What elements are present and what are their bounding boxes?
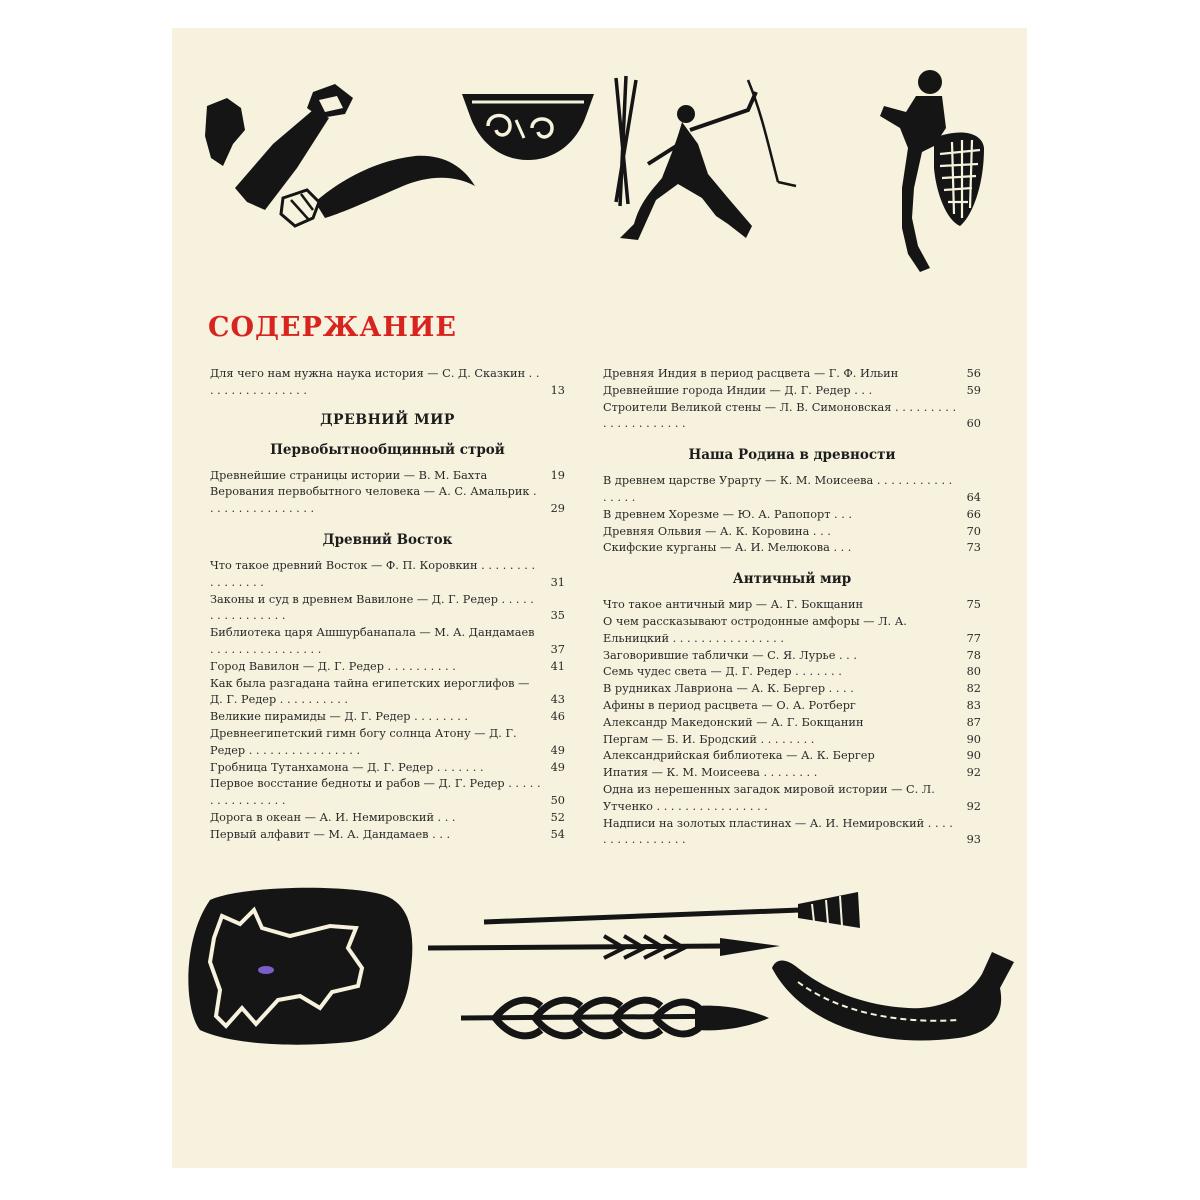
toc-entry <box>603 681 981 698</box>
toc-entry-title: Город Вавилон — Д. Г. Редер . . . . . . . . . . <box>210 659 456 673</box>
toc-entry <box>603 400 981 434</box>
toc-entry-page: 77 <box>966 631 981 645</box>
toc-entry-title: Великие пирамиды — Д. Г. Редер . . . . . . . . <box>210 710 468 724</box>
toc-entry-page: 35 <box>550 609 565 623</box>
toc-entry <box>210 726 565 760</box>
toc-entry-title: Александр Македонский — А. Г. Бокщанин <box>603 715 864 729</box>
section-title: Древний Восток <box>322 531 453 548</box>
toc-entry-page: 13 <box>550 383 565 397</box>
toc-entry-page: 83 <box>966 698 981 712</box>
toc-entry-title: Древнейшие города Индии — Д. Г. Редер . . . <box>603 383 873 397</box>
toc-entry-title: Как была разгадана тайна египетских иероглифов — Д. Г. Редер . . . . . . . . . . <box>210 676 530 707</box>
toc-entry-title: Семь чудес света — Д. Г. Редер . . . . . . . <box>603 665 842 679</box>
toc-entry-page: 64 <box>966 490 981 504</box>
toc-entry-title: О чем рассказывают остродонные амфоры — Л. А. Ельницкий . . . . . . . . . . . . . . . . <box>603 614 907 645</box>
toc-entry <box>210 709 565 726</box>
toc-entry-title: Пергам — Б. И. Бродский . . . . . . . . <box>603 732 815 746</box>
part-title: ДРЕВНИЙ МИР <box>320 411 455 428</box>
toc-entry-title: Дорога в океан — А. И. Немировский . . . <box>210 810 456 824</box>
toc-entry-page: 31 <box>550 575 565 589</box>
toc-entry-title: Заговорившие таблички — С. Я. Лурье . . . <box>603 648 857 662</box>
toc-entry-page: 37 <box>550 642 565 656</box>
toc-entry <box>603 732 981 749</box>
toc-entry-title: Древняя Индия в период расцвета — Г. Ф. Ильин <box>603 367 899 380</box>
animal-rock-carving-illustration <box>180 880 420 1050</box>
spear-illustration <box>424 926 784 970</box>
toc-entry-page: 49 <box>550 760 565 774</box>
toc-entry <box>603 698 981 715</box>
toc-entry <box>603 383 981 400</box>
toc-entry <box>210 676 565 710</box>
toc-entry-title: Строители Великой стены — Л. В. Симоновская . . . . . . . . . . . . . . . . . . . . . <box>603 400 957 431</box>
toc-entry-page: 73 <box>966 541 981 555</box>
toc-entry <box>210 484 565 518</box>
toc-entry-page: 92 <box>966 799 981 813</box>
toc-entry-title: Одна из нерешенных загадок мировой истории — С. Л. Утченко . . . . . . . . . . . . . . . . <box>603 782 935 813</box>
toc-entry <box>210 776 565 810</box>
toc-entry-page: 50 <box>550 794 565 808</box>
toc-entry-page: 49 <box>550 743 565 757</box>
toc-entry <box>603 507 981 524</box>
toc-entry-title: Древнейшие страницы истории — В. М. Бахта <box>210 468 488 482</box>
toc-entry-page: 41 <box>550 659 565 673</box>
toc-entry <box>603 782 981 816</box>
sickle-illustration <box>768 938 1028 1058</box>
toc-entry <box>603 473 981 507</box>
toc-entry <box>603 816 981 850</box>
section-title: Наша Родина в древности <box>688 447 896 464</box>
toc-entry-title: Скифские курганы — А. И. Мелюкова . . . <box>603 541 852 555</box>
toc-entry-title: Библиотека царя Ашшурбанапала — М. А. Дандамаев . . . . . . . . . . . . . . . . <box>210 626 535 656</box>
toc-entry-title: Древняя Ольвия — А. К. Коровина . . . <box>603 524 831 538</box>
toc-entry <box>603 524 981 541</box>
toc-entry-page: 90 <box>966 749 981 763</box>
toc-entry-page: 29 <box>550 502 565 516</box>
woman-with-basket-illustration <box>872 68 992 278</box>
toc-entry <box>603 765 981 782</box>
toc-entry-page: 87 <box>966 715 981 729</box>
toc-entry-title: Что такое античный мир — А. Г. Бокщанин <box>603 598 864 612</box>
toc-entry-title: Первый алфавит — М. А. Дандамаев . . . <box>210 827 451 841</box>
toc-entry <box>210 659 565 676</box>
toc-entry-page: 92 <box>966 766 981 780</box>
toc-entry-page: 78 <box>966 648 981 662</box>
toc-entry-title: Что такое древний Восток — Ф. П. Коровкин . . . . . . . . . . . . . . . . <box>210 558 536 589</box>
toc-entry-title: Законы и суд в древнем Вавилоне — Д. Г. Редер . . . . . . . . . . . . . . . . <box>210 592 534 623</box>
toc-entry <box>210 760 565 777</box>
toc-entry-page: 60 <box>966 417 981 431</box>
decorated-bowl-illustration <box>458 86 598 166</box>
toc-entry <box>603 597 981 614</box>
toc-entry-title: Древнеегипетский гимн богу солнца Атону — Д. Г. Редер . . . . . . . . . . . . . . . . <box>210 726 517 757</box>
toc-entry-title: Верования первобытного человека — А. С. Амальрик . . . . . . . . . . . . . . . . <box>210 485 537 516</box>
toc-entry <box>603 366 981 383</box>
toc-entry-page: 46 <box>550 710 565 724</box>
toc-entry <box>603 648 981 665</box>
toc-entry-title: Надписи на золотых пластинах — А. И. Немировский . . . . . . . . . . . . . . . . <box>603 816 953 847</box>
toc-right-column <box>603 366 981 849</box>
toc-entry-page: 70 <box>966 524 981 538</box>
toc-entry-title: Александрийская библиотека — А. К. Бергер <box>603 749 875 763</box>
toc-entry-page: 59 <box>966 383 981 397</box>
toc-entry-page: 52 <box>550 810 565 824</box>
toc-entry-page: 54 <box>550 827 565 841</box>
toc-entry-title: Первое восстание бедноты и рабов — Д. Г. Редер . . . . . . . . . . . . . . . . <box>210 777 541 808</box>
toc-entry <box>603 715 981 732</box>
toc-entry-page: 75 <box>966 598 981 612</box>
toc-entry-page: 90 <box>966 732 981 746</box>
section-title: Античный мир <box>732 571 852 588</box>
toc-entry-page: 56 <box>966 367 981 380</box>
toc-entry-page: 93 <box>966 833 981 847</box>
toc-entry <box>210 366 565 400</box>
toc-entry <box>603 748 981 765</box>
toc-entry-page: 80 <box>966 665 981 679</box>
toc-left-column <box>210 366 565 844</box>
toc-entry <box>210 827 565 844</box>
toc-entry <box>603 540 981 557</box>
toc-entry-title: В рудниках Лавриона — А. К. Бергер . . . . <box>603 682 854 696</box>
stone-tools-illustration <box>195 78 485 238</box>
toc-entry-title: Ипатия — К. М. Моисеева . . . . . . . . <box>603 766 818 780</box>
toc-entry <box>603 664 981 681</box>
contents-heading: СОДЕРЖАНИЕ <box>208 312 457 343</box>
toc-entry <box>210 625 565 659</box>
toc-entry-title: Афины в период расцвета — О. А. Ротберг <box>603 698 856 712</box>
toc-entry-title: Гробница Тутанхамона — Д. Г. Редер . . . . . . . <box>210 760 484 774</box>
toc-entry-page: 66 <box>966 507 981 521</box>
hunter-with-bow-illustration <box>598 74 818 252</box>
toc-entry-title: В древнем царстве Урарту — К. М. Моисеева . . . . . . . . . . . . . . . . <box>603 474 953 504</box>
toc-entry <box>210 592 565 626</box>
section-title: Первобытнообщинный строй <box>270 441 505 458</box>
toc-entry <box>210 558 565 592</box>
toc-entry <box>210 810 565 827</box>
toc-entry-title: Для чего нам нужна наука история — С. Д. Сказкин . . . . . . . . . . . . . . . . <box>210 367 540 397</box>
wheat-ear-illustration <box>455 980 775 1050</box>
toc-entry-page: 19 <box>550 468 565 482</box>
toc-entry-page: 43 <box>550 693 565 707</box>
toc-entry-title: В древнем Хорезме — Ю. А. Рапопорт . . . <box>603 507 853 521</box>
toc-entry <box>603 614 981 648</box>
toc-entry <box>210 468 565 485</box>
toc-entry-page: 82 <box>966 682 981 696</box>
